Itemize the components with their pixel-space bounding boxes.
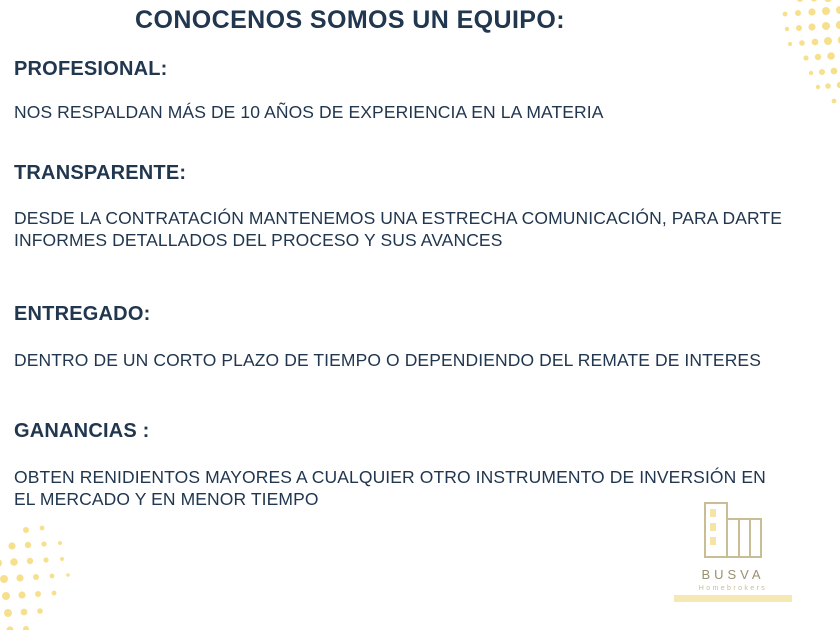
section-entregado: [14, 303, 804, 372]
logo-tagline: Homebrokers: [698, 585, 768, 592]
section-body: NOS RESPALDAN MÁS DE 10 AÑOS DE EXPERIENCIA EN LA MATERIA: [14, 102, 604, 122]
building-icon: [668, 497, 798, 563]
section-ganancias: [14, 420, 774, 511]
section-body: OBTEN RENIDIENTOS MAYORES A CUALQUIER OTRO INSTRUMENTO DE INVERSIÓN EN EL MERCADO Y EN MENOR TIEMPO: [14, 467, 766, 509]
section-heading: ENTREGADO:: [14, 303, 151, 325]
brand-logo: [668, 497, 798, 602]
page-title: CONOCENOS SOMOS UN EQUIPO:: [135, 6, 565, 34]
section-body: DENTRO DE UN CORTO PLAZO DE TIEMPO O DEPENDIENDO DEL REMATE DE INTERES: [14, 350, 761, 370]
section-heading: GANANCIAS :: [14, 420, 150, 442]
section-heading: PROFESIONAL:: [14, 58, 168, 80]
section-heading: TRANSPARENTE:: [14, 162, 187, 184]
section-profesional: [14, 58, 604, 124]
logo-name: BUSVA: [701, 567, 765, 582]
section-transparente: [14, 162, 804, 252]
section-body: DESDE LA CONTRATACIÓN MANTENEMOS UNA ESTRECHA COMUNICACIÓN, PARA DARTE INFORMES DETALLADOS DEL PROCESO Y SUS AVANCES: [14, 208, 783, 250]
logo-underline: [674, 595, 792, 602]
